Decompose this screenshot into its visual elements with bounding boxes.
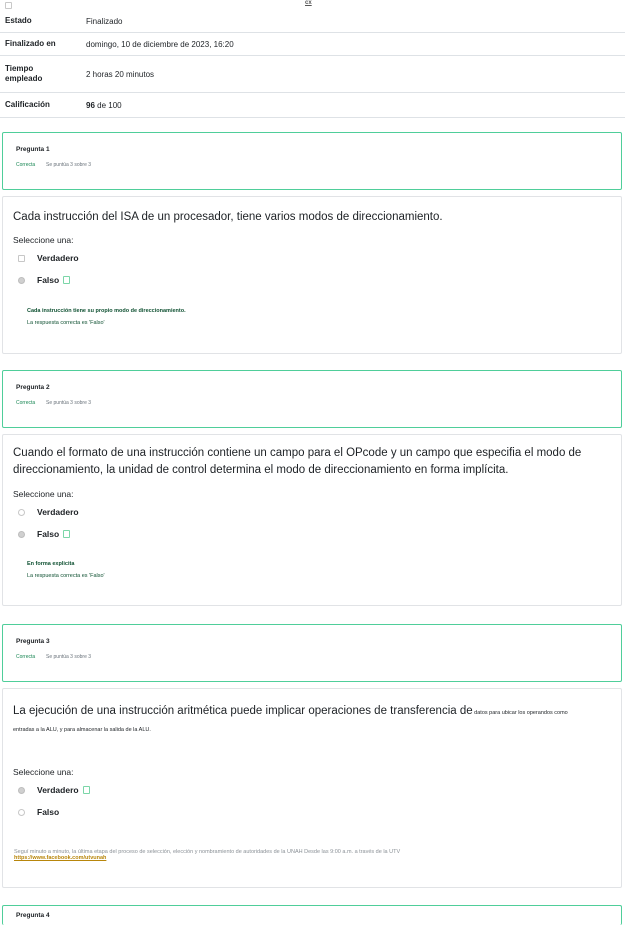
select-label: Seleccione una: <box>13 235 74 245</box>
radio-icon[interactable] <box>18 809 25 816</box>
news-banner <box>14 849 614 861</box>
option-verdadero[interactable] <box>18 785 90 795</box>
question-text: Cuando el formato de una instrucción contiene un campo para el OPcode y un campo que especifia el modo de direccionamiento, la unidad de control determina el modo de direccionamiento en forma implícita. <box>13 447 582 476</box>
summary-row-estado <box>0 10 625 33</box>
question-content-3 <box>2 688 622 888</box>
right-answer: La respuesta correcta es 'Falso' <box>27 320 105 326</box>
option-label: Falso <box>37 275 60 285</box>
grade-strong: 96 <box>86 100 95 110</box>
summary-value: 2 horas 20 minutos <box>86 69 155 79</box>
question-info-4 <box>2 905 622 925</box>
question-number: Pregunta 2 <box>16 384 50 391</box>
correct-check-icon <box>63 276 70 284</box>
option-verdadero[interactable] <box>18 253 79 263</box>
grade-rest: de 100 <box>94 100 122 110</box>
option-label: Falso <box>37 529 60 539</box>
question-content-2 <box>2 434 622 606</box>
question-grade: Se puntúa 3 sobre 3 <box>46 162 92 168</box>
summary-row-calificacion <box>0 93 625 118</box>
question-number: Pregunta 4 <box>16 912 50 919</box>
news-link[interactable]: https://www.facebook.com/utvunah <box>14 855 107 861</box>
summary-value <box>77 101 122 110</box>
question-status: Correcta <box>16 162 36 168</box>
specific-feedback: En forma explicita <box>27 561 75 567</box>
attempt-summary <box>0 10 625 118</box>
option-label: Verdadero <box>37 507 79 517</box>
summary-value: domingo, 10 de diciembre de 2023, 16:20 <box>86 39 234 49</box>
question-text-small: datos para ubicar los operandos como <box>472 710 568 716</box>
summary-label: Finalizado en <box>5 39 56 48</box>
radio-selected-icon[interactable] <box>18 531 25 538</box>
option-falso[interactable] <box>18 275 70 285</box>
question-text-cont: entradas a la ALU, y para almacenar la salida de la ALU. <box>13 727 151 733</box>
question-grade: Se puntúa 3 sobre 3 <box>46 400 92 406</box>
question-text <box>13 703 613 722</box>
option-label: Verdadero <box>37 253 79 263</box>
summary-label: Calificación <box>5 100 50 109</box>
option-label: Verdadero <box>37 785 79 795</box>
question-content-1 <box>2 196 622 354</box>
question-grade: Se puntúa 3 sobre 3 <box>46 654 92 660</box>
news-text: Seguí minuto a minuto, la última etapa del proceso de selección, elección y nombramiento de autoridades de la UNAH Desde las 9:00 a.m. a través de la UTV <box>14 849 401 855</box>
option-verdadero[interactable] <box>18 507 79 517</box>
summary-row-tiempo <box>0 56 625 93</box>
radio-icon[interactable] <box>18 255 25 262</box>
correct-check-icon <box>63 530 70 538</box>
specific-feedback: Cada instrucción tiene su propio modo de direccionamiento. <box>27 308 186 314</box>
select-label: Seleccione una: <box>13 767 74 777</box>
question-status: Correcta <box>16 654 36 660</box>
question-text: Cada instrucción del ISA de un procesador, tiene varios modos de direccionamiento. <box>13 211 443 223</box>
summary-label: Estado <box>5 16 32 25</box>
radio-selected-icon[interactable] <box>18 277 25 284</box>
radio-selected-icon[interactable] <box>18 787 25 794</box>
question-info-2 <box>2 370 622 428</box>
summary-label: Tiempo empleado <box>5 64 43 83</box>
summary-row-finalizado <box>0 33 625 56</box>
question-number: Pregunta 3 <box>16 638 50 645</box>
question-status: Correcta <box>16 400 36 406</box>
select-label: Seleccione una: <box>13 489 74 499</box>
question-info-3 <box>2 624 622 682</box>
correct-check-icon <box>83 786 90 794</box>
checkbox-icon[interactable] <box>5 2 12 9</box>
option-falso[interactable] <box>18 807 59 817</box>
radio-icon[interactable] <box>18 509 25 516</box>
top-bar <box>0 0 625 10</box>
question-text-main: La ejecución de una instrucción aritmética puede implicar operaciones de transferencia de <box>13 705 473 717</box>
option-label: Falso <box>37 807 60 817</box>
right-answer: La respuesta correcta es 'Falso' <box>27 573 105 579</box>
option-falso[interactable] <box>18 529 70 539</box>
summary-value: Finalizado <box>86 16 123 26</box>
question-info-1 <box>2 132 622 190</box>
top-mark: cx <box>305 0 312 6</box>
question-number: Pregunta 1 <box>16 146 50 153</box>
